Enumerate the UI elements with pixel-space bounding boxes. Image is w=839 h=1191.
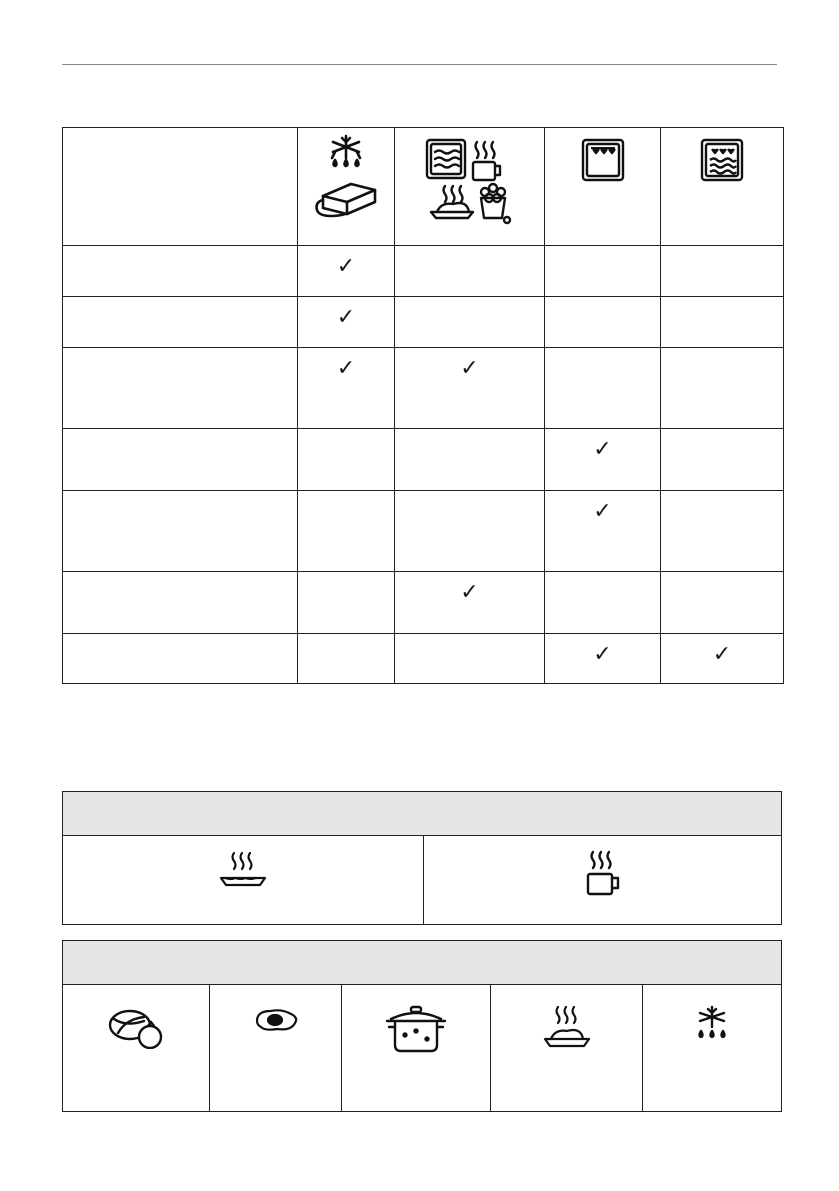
auto-box-header bbox=[63, 941, 781, 985]
vegetables-icon bbox=[104, 1005, 168, 1049]
row-label bbox=[63, 246, 298, 297]
check-mark-icon: ✓ bbox=[336, 254, 356, 279]
reheat-plate-icon bbox=[215, 850, 271, 892]
check-mark-icon: ✓ bbox=[712, 642, 732, 667]
vegetables-cell bbox=[63, 985, 210, 1112]
hot-dish-icon bbox=[539, 1005, 595, 1053]
defrost-cell bbox=[643, 985, 781, 1112]
defrost-icon bbox=[690, 1005, 734, 1045]
row-label bbox=[63, 429, 298, 491]
check-cell bbox=[298, 297, 395, 348]
microwave-reheat-combo-icon bbox=[415, 128, 525, 228]
check-cell bbox=[395, 634, 545, 684]
table-row bbox=[63, 348, 784, 429]
function-compatibility-table bbox=[62, 127, 784, 684]
check-cell bbox=[545, 491, 661, 572]
row-label bbox=[63, 297, 298, 348]
check-cell bbox=[545, 297, 661, 348]
check-mark-icon: ✓ bbox=[593, 437, 612, 462]
reheat-plate-cell bbox=[63, 836, 424, 925]
table-row bbox=[63, 634, 784, 684]
check-cell bbox=[661, 297, 784, 348]
check-cell bbox=[395, 297, 545, 348]
header-empty-cell bbox=[63, 128, 298, 246]
check-mark-icon: ✓ bbox=[460, 580, 479, 605]
reheat-cup-cell bbox=[424, 836, 781, 925]
check-cell bbox=[545, 429, 661, 491]
check-cell bbox=[298, 429, 395, 491]
oven-top-heat-icon bbox=[573, 128, 633, 188]
header-combo-cell bbox=[395, 128, 545, 246]
check-cell bbox=[545, 634, 661, 684]
check-mark-icon: ✓ bbox=[336, 305, 356, 330]
check-cell bbox=[661, 348, 784, 429]
check-mark-icon: ✓ bbox=[460, 356, 479, 381]
check-cell bbox=[661, 246, 784, 297]
row-label bbox=[63, 348, 298, 429]
check-cell bbox=[661, 429, 784, 491]
check-cell bbox=[298, 348, 395, 429]
header-rule bbox=[62, 64, 777, 65]
check-cell bbox=[395, 572, 545, 634]
table-row bbox=[63, 429, 784, 491]
reheat-function-box bbox=[62, 791, 782, 925]
table-row bbox=[63, 572, 784, 634]
header-micro-grill-cell bbox=[661, 128, 784, 246]
pot-cell bbox=[342, 985, 491, 1112]
check-cell bbox=[545, 348, 661, 429]
hot-dish-cell bbox=[491, 985, 643, 1112]
table-row bbox=[63, 246, 784, 297]
check-cell bbox=[395, 246, 545, 297]
reheat-cup-icon bbox=[578, 850, 628, 896]
check-cell bbox=[661, 572, 784, 634]
check-mark-icon: ✓ bbox=[593, 642, 612, 667]
pot-icon bbox=[383, 1005, 449, 1053]
reheat-box-header bbox=[63, 792, 781, 836]
auto-programme-box bbox=[62, 940, 782, 1112]
defrost-butter-icon bbox=[311, 128, 381, 228]
egg-cell bbox=[210, 985, 342, 1112]
check-cell bbox=[395, 491, 545, 572]
check-cell bbox=[395, 348, 545, 429]
check-mark-icon: ✓ bbox=[593, 499, 612, 524]
check-cell bbox=[298, 246, 395, 297]
check-cell bbox=[661, 634, 784, 684]
table-row bbox=[63, 297, 784, 348]
check-mark-icon: ✓ bbox=[336, 356, 356, 381]
egg-icon bbox=[251, 1005, 301, 1035]
check-cell bbox=[395, 429, 545, 491]
header-defrost-cell bbox=[298, 128, 395, 246]
check-cell bbox=[545, 246, 661, 297]
table-header-row bbox=[63, 128, 784, 246]
check-cell bbox=[545, 572, 661, 634]
row-label bbox=[63, 572, 298, 634]
check-cell bbox=[298, 634, 395, 684]
table-row bbox=[63, 491, 784, 572]
row-label bbox=[63, 491, 298, 572]
row-label bbox=[63, 634, 298, 684]
check-cell bbox=[661, 491, 784, 572]
check-cell bbox=[298, 491, 395, 572]
check-cell bbox=[298, 572, 395, 634]
header-oven-cell bbox=[545, 128, 661, 246]
microwave-top-heat-icon bbox=[692, 128, 752, 188]
